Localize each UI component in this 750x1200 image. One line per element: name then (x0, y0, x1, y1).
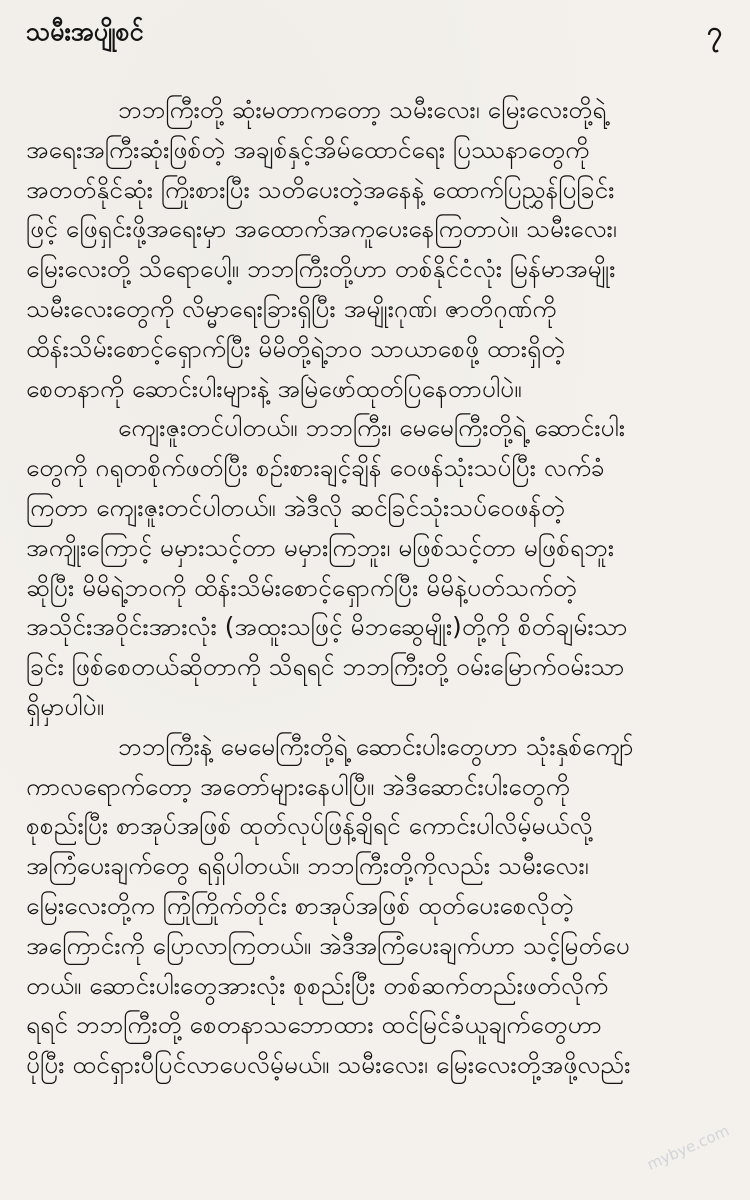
text-line: ဘဘကြီးတို့ ဆုံးမတာကတော့ သမီးလေး၊ မြေးလေးတို့ရဲ့ (118, 95, 607, 124)
text-line: အကြောင်းကို ပြောလာကြတယ်။ အဲဒီအကြံပေးချက်ဟာ သင့်မြတ်ပေ (26, 930, 630, 960)
text-line: အသိုင်းအဝိုင်းအားလုံး (အထူးသဖြင့် မိဘဆွေမျိုး)တို့ကို စိတ်ချမ်းသာ (26, 612, 628, 642)
text-line: ဆိုပြီး မိမိရဲ့ဘဝကို ထိန်းသိမ်းစောင့်ရှောက်ပြီး မိမိနဲ့ပတ်သက်တဲ့ (26, 572, 577, 602)
text-line: တွေကို ဂရုတစိုက်ဖတ်ပြီး စဉ်းစားချင့်ချိန် ဝေဖန်သုံးသပ်ပြီး လက်ခံ (26, 453, 605, 483)
text-line: တယ်။ ဆောင်းပါးတွေအားလုံး စုစည်းပြီး တစ်ဆက်တည်းဖတ်လိုက် (26, 970, 609, 1000)
text-line: မြေးလေးတို့က ကြုံကြိုက်တိုင်း စာအုပ်အဖြစ် ထုတ်ပေးစေလိုတဲ့ (26, 890, 574, 920)
text-line: ဘဘကြီးနဲ့ မေမေကြီးတို့ရဲ့ ဆောင်းပါးတွေဟာ သုံးနှစ်ကျော် (118, 731, 634, 761)
running-header (26, 10, 724, 62)
text-line: အကျိုးကြောင့် မမှားသင့်တာ မမှားကြဘူး၊ မဖြစ်သင့်တာ မဖြစ်ရဘူး (26, 532, 615, 562)
text-line: အကြံပေးချက်တွေ ရရှိပါတယ်။ ဘဘကြီးတို့ကိုလည်း သမီးလေး၊ (26, 851, 589, 881)
text-line: စုစည်းပြီး စာအုပ်အဖြစ် ထုတ်လုပ်ဖြန့်ချိရင် ကောင်းပါလိမ့်မယ်လို့ (26, 811, 593, 841)
text-line: အရေးအကြီးဆုံးဖြစ်တဲ့ အချစ်နှင့်အိမ်ထောင်ရေး ပြဿနာတွေကို (26, 134, 590, 164)
text-line: ကာလရောက်တော့ အတော်များနေပါပြီ။ အဲဒီဆောင်းပါးတွေကို (26, 771, 570, 801)
book-title: သမီးအပျိုစင် (26, 17, 144, 46)
watermark: mybye.com (644, 1121, 732, 1174)
text-line: ဖြင့် ဖြေရှင်းဖို့အရေးမှာ အထောက်အကူပေးနေကြတာပဲ။ သမီးလေး၊ (26, 214, 617, 244)
text-line: မြေးလေးတို့ သိရောပေါ့။ ဘဘကြီးတို့ဟာ တစ်နိုင်ငံလုံး မြန်မာအမျိုး (26, 254, 616, 284)
text-line: ထိန်းသိမ်းစောင့်ရှောက်ပြီး မိမိတို့ရဲ့ဘဝ သာယာစေဖို့ ထားရှိတဲ့ (26, 333, 566, 363)
text-line: ပိုပြီး ထင်ရှားပီပြင်လာပေလိမ့်မယ်။ သမီးလေး၊ မြေးလေးတို့အဖို့လည်း (26, 1050, 631, 1080)
text-line: စေတနာကို ဆောင်းပါးများနဲ့ အမြဲဖော်ထုတ်ပြနေတာပါပဲ။ (26, 373, 522, 403)
text-line: အတတ်နိုင်ဆုံး ကြိုးစားပြီး သတိပေးတဲ့အနေနဲ့ ထောက်ပြညွှန်ပြခြင်း (26, 174, 615, 204)
text-line: ကြတာ ကျေးဇူးတင်ပါတယ်။ အဲဒီလို ဆင်ခြင်သုံးသပ်ဝေဖန်တဲ့ (26, 492, 566, 522)
page-number: ၇ (706, 16, 722, 47)
body-text (26, 90, 724, 1085)
text-line: ခြင်း ဖြစ်စေတယ်ဆိုတာကို သိရရင် ဘဘကြီးတို့ ဝမ်းမြောက်ဝမ်းသာ (26, 652, 625, 682)
text-line: သမီးလေးတွေကို လိမ္မာရေးခြားရှိပြီး အမျိုးဂုဏ်၊ ဇာတိဂုဏ်ကို (26, 293, 557, 323)
text-line: ရရင် ဘဘကြီးတို့ စေတနာသဘောထား ထင်မြင်ခံယူချက်တွေဟာ (26, 1010, 602, 1040)
text-line: ရှိမှာပါပဲ။ (26, 691, 105, 721)
text-line: ကျေးဇူးတင်ပါတယ်။ ဘဘကြီး၊ မေမေကြီးတို့ရဲ့ ဆောင်းပါး (118, 413, 626, 443)
